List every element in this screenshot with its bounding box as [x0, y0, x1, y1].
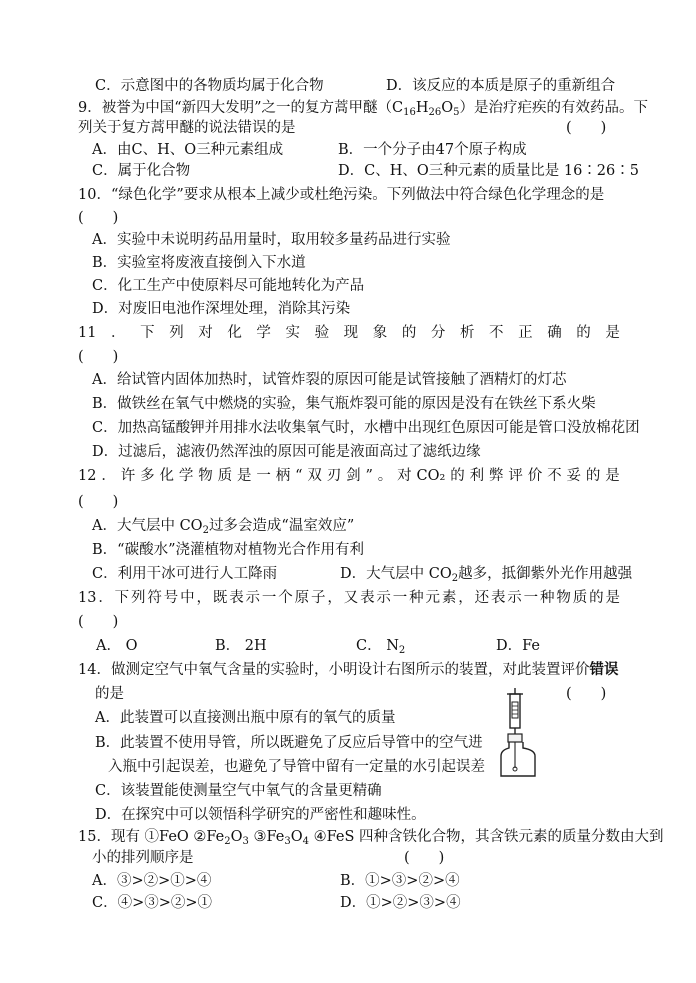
q12-stem-char: 剑: [346, 468, 361, 484]
q13-stem-char: 个: [278, 590, 293, 606]
q11-stem-char: 是: [605, 325, 620, 341]
q9-stem-line2: 列关于复方蒿甲醚的说法错误的是: [78, 120, 296, 136]
q15-option-b: B．①>③>②>④: [340, 873, 460, 889]
q12-stem-char: 评: [508, 468, 523, 484]
q12-stem-char: 是: [605, 468, 620, 484]
q9-option-c: C．属于化合物: [92, 163, 191, 179]
q9-option-a: A．由C、H、O三种元素组成: [92, 142, 284, 158]
q12-stem-char: 的: [585, 468, 601, 484]
q12-stem-char: 质: [217, 468, 233, 484]
q12-stem-char: 12: [78, 468, 97, 484]
q11-stem-char: 确: [547, 325, 562, 341]
q12-option-d: D．大气层中 $CO_2$越多，抵御紫外光作用越强: [340, 566, 633, 584]
q12-stem-char: 弊: [488, 468, 504, 484]
q11-stem-char: 11: [78, 325, 97, 341]
q13-stem-char: 素: [441, 590, 457, 606]
q9-answer-blank: ( ): [566, 120, 607, 136]
q12-stem-char: 对: [397, 468, 412, 484]
q15-answer-blank: ( ): [404, 850, 445, 866]
q12-stem-char: 柄: [275, 468, 291, 484]
q12-stem-char: 多: [140, 468, 155, 484]
q13-stem-char: 原: [294, 590, 310, 606]
q11-option-d: D．过滤后，滤液仍然浑浊的原因可能是液面高过了滤纸边缘: [92, 444, 481, 460]
q13-stem-char: ，: [458, 590, 473, 606]
q11-stem-char: 分: [430, 325, 446, 341]
q13-stem-char: 表: [229, 590, 244, 606]
q12-stem-char: 刃: [326, 468, 342, 484]
q13-stem-char: 又: [343, 590, 359, 606]
q13-stem-char: 元: [425, 590, 440, 606]
q14-option-c: C．该装置能使测量空气中氧气的含量更精确: [95, 783, 382, 799]
q14-answer-blank: ( ): [566, 686, 607, 702]
q11-stem-char: 现: [343, 325, 359, 341]
q11-answer-blank: ( ): [78, 349, 119, 365]
q15-option-d: D．①>②>③>④: [340, 895, 461, 911]
q9-option-d: D．C、H、O三种元素的质量比是 16∶26∶5: [338, 163, 639, 179]
q12-stem-char: 许: [120, 468, 136, 484]
q12-stem-char: “: [295, 468, 303, 484]
q13-stem-char: 一: [523, 590, 539, 606]
q9-option-b: B．一个分子由47个原子构成: [338, 142, 527, 158]
q13-option-b: B． 2H: [215, 638, 267, 654]
q13-stem-char: 示: [245, 590, 261, 606]
q11-stem: [78, 323, 620, 343]
q13-stem-char: 种: [409, 590, 424, 606]
q12-stem-char: 双: [307, 468, 322, 484]
q13-option-a: A． O: [96, 638, 138, 654]
q11-stem-char: 象: [372, 325, 388, 341]
q11-stem-char: 析: [459, 325, 475, 341]
q13-stem-char: 表: [490, 590, 506, 606]
q11-stem-char: 化: [227, 325, 242, 341]
q11-stem-char: ．: [111, 325, 126, 341]
q13-stem: [78, 588, 620, 608]
q13-stem-char: 的: [589, 590, 604, 606]
q12-stem-char: 物: [198, 468, 213, 484]
q12-stem-char: 。: [377, 468, 393, 484]
q13-option-c: C． $N_2$: [356, 638, 406, 656]
q12-stem-char: CO₂: [416, 468, 446, 484]
q13-stem-char: 种: [540, 590, 555, 606]
q10-answer-blank: ( ): [78, 210, 119, 226]
q9-stem-line1: 9．被誉为中国“新四大发明”之一的复方蒿甲醚$(C_{16}H_{26}O_5)$是治疗疟疾的有效药品。下: [78, 100, 649, 118]
q12-stem-char: 妥: [566, 468, 581, 484]
q13-stem-char: 表: [360, 590, 375, 606]
apparatus-figure-icon: [493, 688, 553, 780]
q12-answer-blank: ( ): [78, 494, 119, 510]
q8-option-c: C．示意图中的各物质均属于化合物: [95, 78, 324, 94]
q12-stem-char: 价: [527, 468, 543, 484]
q11-stem-char: 学: [256, 325, 271, 341]
q11-stem-char: 正: [518, 325, 533, 341]
q13-stem-char: 列: [131, 590, 146, 606]
q13-stem-char: 符: [147, 590, 162, 606]
q12-option-c: C．利用干冰可进行人工降雨: [92, 566, 278, 582]
q13-answer-blank: ( ): [78, 614, 119, 630]
q12-stem-char: 学: [178, 468, 194, 484]
q14-stem-line2: 的是: [95, 686, 124, 702]
q13-stem-char: 中: [180, 590, 195, 606]
q10-option-b: B．实验室将废液直接倒入下水道: [92, 255, 306, 271]
q11-stem-char: 对: [198, 325, 213, 341]
q15-option-c: C．④>③>②>①: [92, 895, 213, 911]
q11-stem-char: 列: [169, 325, 184, 341]
q12-stem-char: 利: [469, 468, 485, 484]
q13-stem-char: ，: [196, 590, 211, 606]
q11-option-b: B．做铁丝在氧气中燃烧的实验，集气瓶炸裂可能的原因是没有在铁丝下系火柴: [92, 396, 596, 412]
q13-stem-char: 号: [163, 590, 179, 606]
q14-option-a: A．此装置可以直接测出瓶中原有的氧气的质量: [95, 710, 396, 726]
q10-stem: 10．“绿色化学”要求从根本上减少或杜绝污染。下列做法中符合绿色化学理念的是: [78, 187, 605, 203]
q14-option-b-line1: B．此装置不使用导管，所以既避免了反应后导管中的空气进: [95, 735, 483, 751]
q13-stem-char: 13: [78, 590, 97, 606]
q11-stem-char: 的: [401, 325, 417, 341]
q8-option-d: D．该反应的本质是原子的重新组合: [386, 78, 616, 94]
q13-stem-char: ．: [98, 590, 113, 606]
q13-stem-char: 是: [605, 590, 620, 606]
q12-stem-char: ”: [365, 468, 373, 484]
q12-stem: [78, 466, 620, 486]
q13-stem-char: 示: [376, 590, 391, 606]
q12-stem-char: 是: [236, 468, 252, 484]
q10-option-a: A．实验中未说明药品用量时，取用较多量药品进行实验: [92, 232, 451, 248]
q12-option-a: A．大气层中 $CO_2$过多会造成“温室效应”: [92, 518, 355, 536]
q13-stem-char: 下: [114, 590, 130, 606]
q13-stem-char: 质: [572, 590, 588, 606]
q13-stem-char: 既: [212, 590, 228, 606]
q15-option-a: A．③>②>①>④: [92, 873, 212, 889]
q12-option-b: B．“碳酸水”浇灌植物对植物光合作用有利: [92, 542, 364, 558]
q13-stem-char: 一: [261, 590, 277, 606]
q11-stem-char: 实: [285, 325, 300, 341]
q11-stem-char: 下: [140, 325, 155, 341]
q13-stem-char: 示: [507, 590, 522, 606]
q12-stem-char: 不: [547, 468, 562, 484]
q12-stem-char: 的: [450, 468, 465, 484]
q11-stem-char: 验: [314, 325, 330, 341]
q14-option-b-line2: 入瓶中引起误差，也避免了导管中留有一定量的水引起误差: [108, 759, 485, 775]
q13-stem-char: 还: [474, 590, 490, 606]
q15-stem-line2: 小的排列顺序是: [92, 850, 194, 866]
q14-option-d: D．在探究中可以领悟科学研究的严密性和趣味性。: [95, 807, 426, 823]
q11-option-c: C．加热高锰酸钾并用排水法收集氧气时，水槽中出现红色原因可能是管口没放棉花团: [92, 420, 640, 436]
q13-stem-char: 子: [310, 590, 326, 606]
q15-stem-line1: 15．现有 ①FeO $②Fe_2O_3$ $③Fe_3O_4$ ④FeS 四种含铁化合物，其含铁元素的质量分数由大到: [78, 829, 664, 847]
q13-option-d: D．Fe: [496, 638, 540, 654]
q13-stem-char: ，: [327, 590, 342, 606]
q11-option-a: A．给试管内固体加热时，试管炸裂的原因可能是试管接触了酒精灯的灯芯: [92, 372, 567, 388]
q11-stem-char: 不: [489, 325, 504, 341]
q10-option-c: C．化工生产中使原料尽可能地转化为产品: [92, 278, 365, 294]
q12-stem-char: ．: [101, 468, 116, 484]
q11-stem-char: 的: [576, 325, 591, 341]
q13-stem-char: 一: [392, 590, 408, 606]
q12-stem-char: 一: [256, 468, 271, 484]
q13-stem-char: 物: [556, 590, 571, 606]
q14-emphasis: 错误: [589, 661, 619, 678]
q12-stem-char: 化: [159, 468, 174, 484]
q14-stem-line1: 14．做测定空气中氧气含量的实验时，小明设计右图所示的装置，对此装置评价错误: [78, 661, 619, 678]
q10-option-d: D．对废旧电池作深埋处理，消除其污染: [92, 301, 351, 317]
